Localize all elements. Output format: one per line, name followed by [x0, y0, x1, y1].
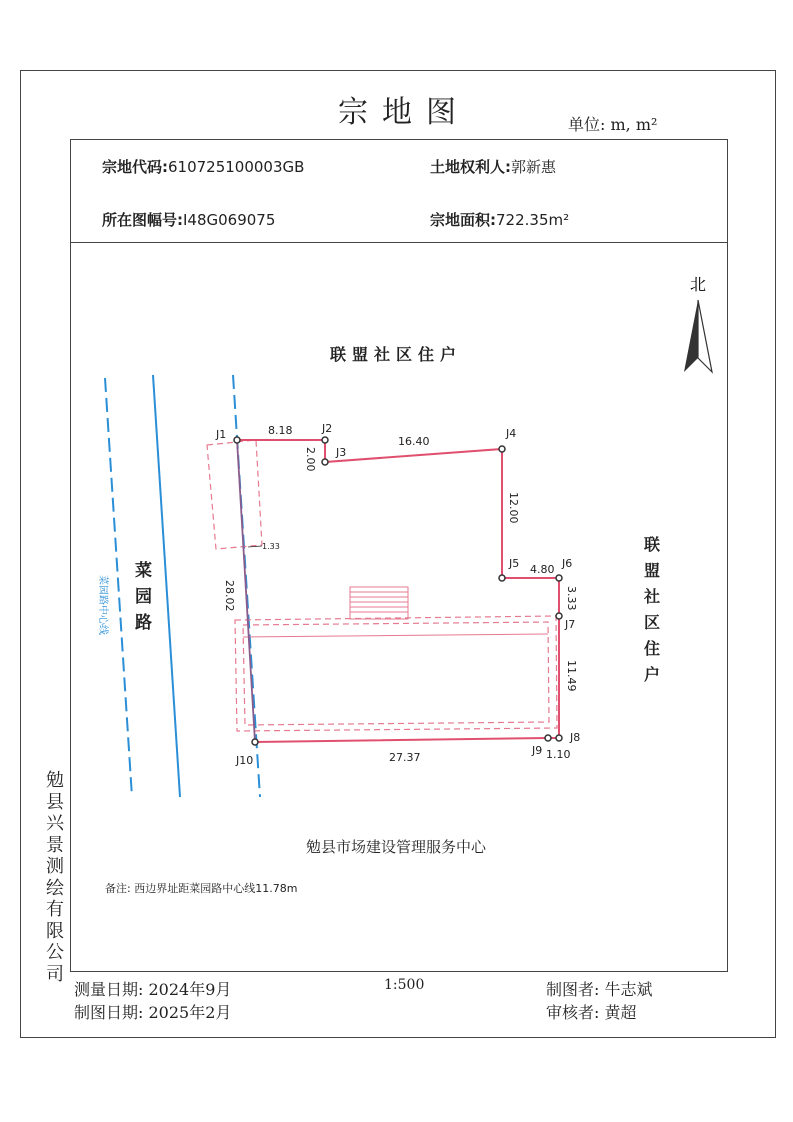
point-label: J7 [565, 618, 576, 631]
top-neighbor: 联盟社区住户 [330, 345, 463, 364]
road-name: 菜园路 [135, 561, 152, 633]
boundary-points [234, 437, 562, 745]
remark-note: 备注: 西边界址距菜园路中心线11.78m [105, 882, 298, 895]
point-label: J1 [216, 428, 227, 441]
distance-label: 4.80 [530, 563, 555, 576]
distance-label: 27.37 [389, 751, 421, 764]
draw-date: 制图日期: 2025年2月 [74, 1003, 232, 1022]
scale: 1:500 [384, 977, 425, 993]
company-name: 勉县兴景测绘有限公司 [46, 770, 64, 985]
road-centerline-label: 菜园路中心线 [97, 575, 108, 635]
distance-label: 12.00 [507, 492, 520, 524]
parcel-area: 宗地面积:722.35m² [430, 211, 570, 229]
north-label: 北 [690, 275, 707, 294]
stairs [243, 587, 548, 637]
building-outlines [207, 440, 557, 731]
distance-label: 11.49 [565, 660, 578, 692]
distance-label: 1.33 [262, 542, 280, 551]
distance-label: 8.18 [268, 424, 293, 437]
right-neighbor: 联盟社区住户 [644, 535, 661, 684]
drafter: 制图者: 牛志斌 [546, 980, 653, 999]
distance-label: 3.33 [565, 586, 578, 611]
owner: 土地权利人:郭新惠 [430, 158, 557, 176]
map-sheet: 所在图幅号:I48G069075 [102, 211, 276, 229]
point-label: J4 [506, 427, 517, 440]
distance-label: 1.10 [546, 748, 571, 761]
point-label: J8 [570, 731, 581, 744]
distance-label: 16.40 [398, 435, 430, 448]
point-label: J9 [532, 744, 543, 757]
point-label: J3 [336, 446, 347, 459]
parcel-code: 宗地代码:610725100003GB [102, 158, 305, 176]
point-label: J10 [236, 754, 254, 767]
point-label: J5 [509, 557, 520, 570]
point-label: J2 [322, 422, 333, 435]
point-label: J6 [562, 557, 573, 570]
page-title: 宗地图 [338, 95, 470, 130]
survey-date: 测量日期: 2024年9月 [74, 980, 232, 999]
parcel-boundary [237, 440, 559, 742]
unit-label: 单位: m, m² [568, 115, 658, 134]
bottom-neighbor: 勉县市场建设管理服务中心 [306, 838, 487, 856]
reviewer: 审核者: 黄超 [546, 1003, 637, 1022]
distance-label: 28.02 [223, 580, 236, 612]
distance-label: 2.00 [304, 447, 317, 472]
north-arrow-icon [684, 300, 712, 372]
